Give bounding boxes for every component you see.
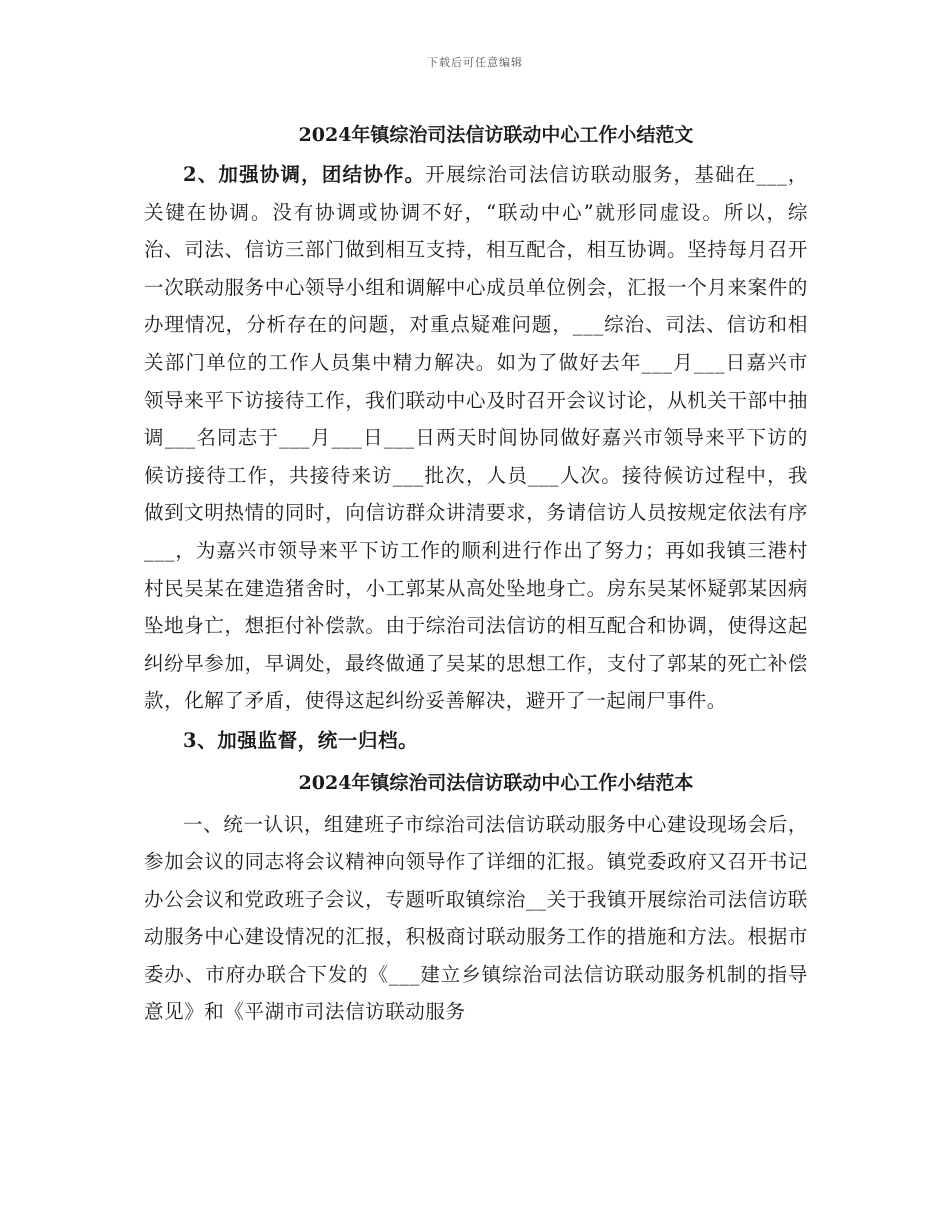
section-title-2: 2024年镇综治司法信访联动中心工作小结范本 [298, 771, 694, 794]
paragraph-supervision [144, 722, 808, 760]
paragraph-text-coordination: 开展综治司法信访联动服务，基础在___，关键在协调。没有协调或协调不好，“联动中心”就形同虚设。所以，综治、司法、信访三部门做到相互支持，相互配合，相互协调。坚持每月召开一次联动服务中心领导小组和调解中心成员单位例会，汇报一个月来案件的办理情况，分析存在的问题，对重点疑难问题，___综治、司法、信访和相关部门单位的工作人员集中精力解决。如为了做好去年___月___日嘉兴市领导来平下访接待工作，我们联动中心及时召开会议讨论，从机关干部中抽调___名同志于___月___日___日两天时间协同做好嘉兴市领导来平下访的候访接待工作，共接待来访___批次，人员___人次。接待候访过程中，我做到文明热情的同时，向信访群众讲清要求，务请信访人员按规定依法有序___，为嘉兴市领导来平下访工作的顺利进行作出了努力；再如我镇三港村村民吴某在建造猪舍时，小工郭某从高处坠地身亡。房东吴某怀疑郭某因病坠地身亡，想拒付补偿款。由于综治司法信访的相互配合和协调，使得这起纠纷早参加，早调处，最终做通了吴某的思想工作，支付了郭某的死亡补偿款，化解了矛盾，使得这起纠纷妥善解决，避开了一起闹尸事件。 [144, 163, 808, 713]
paragraph-unify-understanding: 一、统一认识，组建班子市综治司法信访联动服务中心建设现场会后，参加会议的同志将会议精神向领导作了详细的汇报。镇党委政府又召开书记办公会议和党政班子会议，专题听取镇综治__关于我镇开展综治司法信访联动服务中心建设情况的汇报，积极商讨联动服务工作的措施和方法。根据市委办、市府办联合下发的《___建立乡镇综治司法信访联动服务机制的指导意见》和《平湖市司法信访联动服务 [144, 812, 808, 1024]
section-title-1: 2024年镇综治司法信访联动中心工作小结范文 [298, 124, 694, 146]
paragraph-coordination [144, 156, 808, 720]
document-body [144, 118, 808, 1031]
paragraph-lead-coordination: 2、加强协调，团结协作。 [183, 163, 426, 186]
page-header-note: 下载后可任意编辑 [427, 56, 523, 69]
paragraph-lead-supervision: 3、加强监督，统一归档。 [183, 728, 419, 752]
